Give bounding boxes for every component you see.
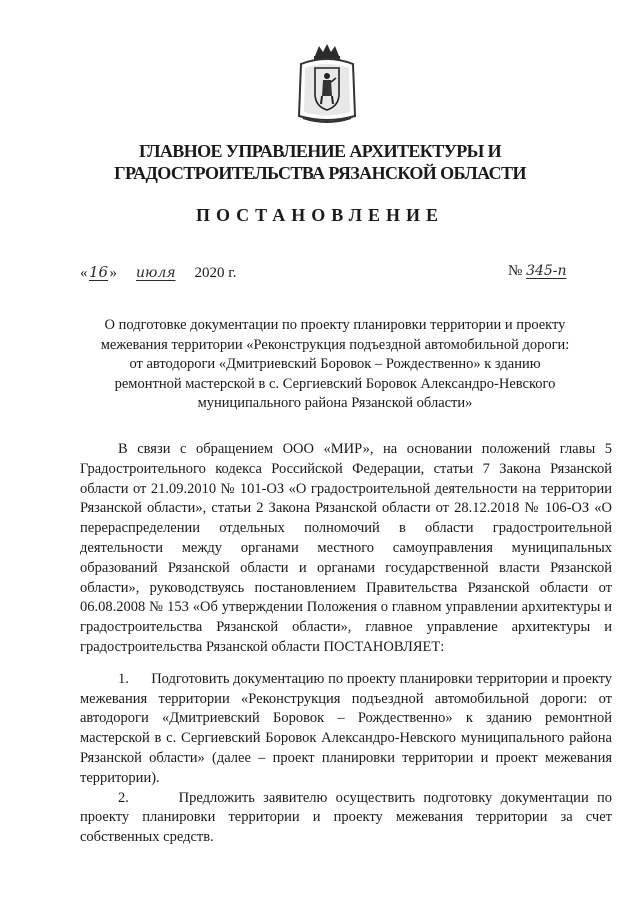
date-day: 16 (88, 263, 109, 281)
document-date (80, 263, 236, 282)
number-value: 345-п (526, 263, 567, 279)
date-month: июля (135, 265, 176, 281)
list-item (80, 670, 612, 789)
item-number: 1. (118, 670, 129, 687)
item-text: Подготовить документацию по проекту планировки территории и проекту межевания территории «Реконструкция подъездной автомобильной дороги: от автодороги «Дмитриевский Боровок – Рождественно» к зданию ремонтной мастерской в с. Сергиевский Боровок Александро-Невского муниципального района Рязанской области» (далее – проект планировки территории и проект межевания территории). (80, 670, 612, 786)
resolves-keyword: ПОСТАНОВЛЯЕТ: (323, 638, 445, 655)
item-number: 2. (118, 789, 129, 806)
preamble-text: В связи с обращением ООО «МИР», на основании положений главы 5 Градостроительного кодекса Российской Федерации, статьи 7 Закона Рязанской области от 21.09.2010 № 101-ОЗ «О градостроительной деятельности на территории Рязанской области», статьи 2 Закона Рязанской области от 28.12.2018 № 106-ОЗ «О перераспределении отдельных полномочий в области градостроительной деятельности между органами местного самоуправления муниципальных образований Рязанской области и органами государственной власти Рязанской области», руководствуясь постановлением Правительства Рязанской области от 06.08.2008 № 153 «Об утверждении Положения о главном управлении архитектуры и градостроительства Рязанской области», главное управление архитектуры и градостроительства Рязанской области (80, 441, 612, 655)
ryazan-coat-of-arms-icon (295, 42, 359, 126)
number-prefix: № (508, 263, 523, 279)
item-text: Предложить заявителю осуществить подготовку документации по проекту планировки территории и проекту межевания территории за счет собственных средств. (80, 789, 613, 846)
preamble-paragraph (80, 440, 612, 658)
date-open-quote: « (80, 265, 88, 281)
agency-name: ГЛАВНОЕ УПРАВЛЕНИЕ АРХИТЕКТУРЫ И ГРАДОСТРОИТЕЛЬСТВА РЯЗАНСКОЙ ОБЛАСТИ (114, 141, 526, 183)
list-item (80, 789, 612, 848)
document-subject: О подготовке документации по проекту планировки территории и проекту межевания территории «Реконструкция подъездной автомобильной дороги: от автодороги «Дмитриевский Боровок – Рождественно» к зданию ремонтной мастерской в с. Сергиевский Боровок Александро-Невского муниципального района Рязанской области» (100, 317, 570, 412)
document-body (80, 440, 612, 848)
date-close-quote: » (109, 265, 117, 281)
date-year: 2020 г. (194, 265, 237, 281)
document-type-title: ПОСТАНОВЛЕНИЕ (195, 205, 445, 225)
document-number (508, 263, 570, 280)
